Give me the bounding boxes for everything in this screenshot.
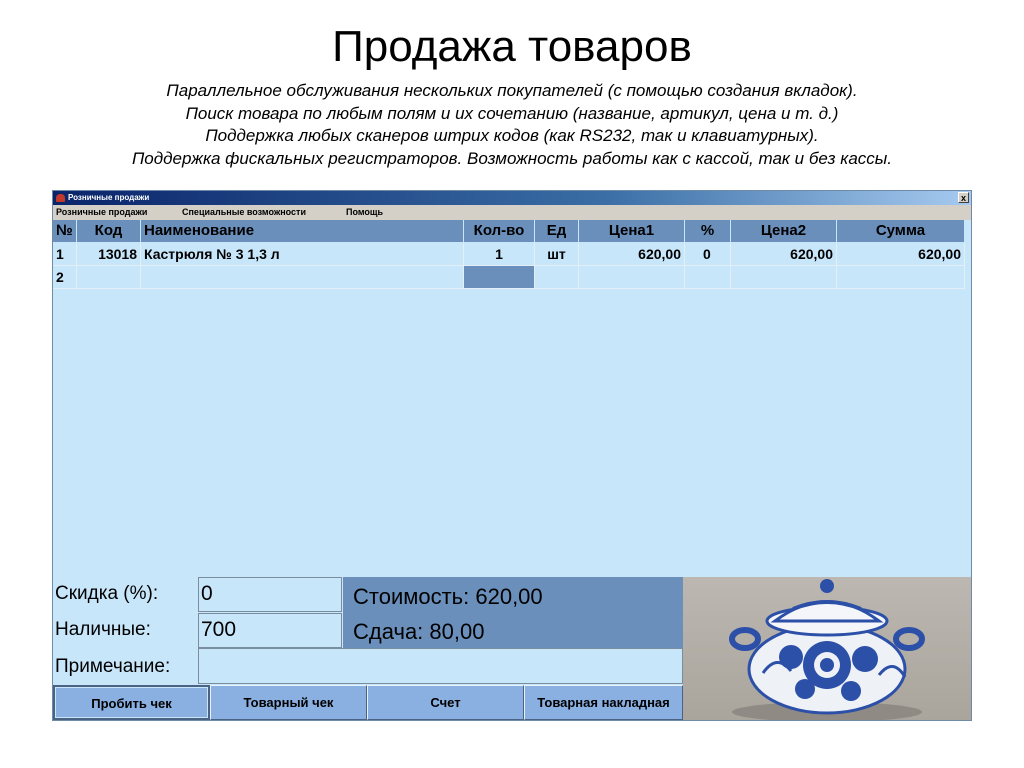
cell-price2: 620,00 [731, 243, 837, 266]
column-header-price2[interactable]: Цена2 [731, 220, 837, 243]
menu-retail-sales[interactable]: Розничные продажи [56, 207, 148, 217]
column-header-unit[interactable]: Ед [535, 220, 579, 243]
sales-receipt-button[interactable]: Товарный чек [210, 685, 367, 720]
column-header-code[interactable]: Код [77, 220, 141, 243]
cash-input[interactable]: 700 [198, 613, 342, 648]
subtitle-line: Поддержка любых сканеров штрих кодов (как RS232, так и клавиатурных). [205, 126, 819, 145]
cell-quantity-selected[interactable] [464, 266, 535, 289]
invoice-button[interactable]: Счет [367, 685, 524, 720]
cell-code: 13018 [77, 243, 141, 266]
discount-input[interactable]: 0 [198, 577, 342, 612]
cell-percent[interactable] [685, 266, 731, 289]
note-input[interactable] [198, 648, 683, 684]
cash-label: Наличные: [55, 619, 151, 640]
cell-name: Кастрюля № 3 1,3 л [141, 243, 464, 266]
cell-price1: 620,00 [579, 243, 685, 266]
summary-panel [53, 577, 683, 685]
cell-quantity[interactable]: 1 [464, 243, 535, 266]
cell-unit [535, 266, 579, 289]
column-header-sum[interactable]: Сумма [837, 220, 965, 243]
menu-help[interactable]: Помощь [346, 207, 384, 217]
cell-number: 2 [53, 266, 77, 289]
cell-unit: шт [535, 243, 579, 266]
cell-price1 [579, 266, 685, 289]
app-window [52, 190, 972, 721]
items-grid [53, 220, 971, 577]
subtitle-line: Поддержка фискальных регистраторов. Возможность работы как с кассой, так и без кассы. [131, 148, 893, 168]
change-amount: Сдача: 80,00 [353, 619, 485, 644]
discount-label: Скидка (%): [55, 583, 159, 604]
column-header-number[interactable]: № [53, 220, 77, 243]
cell-percent[interactable]: 0 [685, 243, 731, 266]
column-header-price1[interactable]: Цена1 [579, 220, 685, 243]
window-title: Розничные продажи [68, 193, 150, 202]
cost-panel [343, 577, 683, 648]
cost-total: Стоимость: 620,00 [353, 584, 543, 609]
close-icon[interactable]: x [958, 192, 969, 203]
product-photo [683, 577, 971, 720]
column-header-quantity[interactable]: Кол-во [464, 220, 535, 243]
action-buttons [53, 685, 683, 720]
note-label: Примечание: [55, 656, 171, 677]
menu-special-features[interactable]: Специальные возможности [182, 207, 306, 217]
app-icon [56, 194, 65, 202]
porcelain-pot-icon [683, 577, 971, 720]
cell-price2 [731, 266, 837, 289]
menu-bar [53, 205, 971, 220]
cell-number: 1 [53, 243, 77, 266]
slide-title: Продажа товаров [332, 22, 692, 71]
column-header-percent[interactable]: % [685, 220, 731, 243]
subtitle-line: Поиск товара по любым полям и их сочетанию (название, артикул, цена и т. д.) [185, 103, 839, 123]
cell-name [141, 266, 464, 289]
cell-sum: 620,00 [837, 243, 965, 266]
column-header-name[interactable]: Наименование [141, 220, 464, 243]
cell-code [77, 266, 141, 289]
cell-sum [837, 266, 965, 289]
title-bar[interactable] [53, 191, 971, 205]
slide-subtitle [0, 80, 1024, 170]
subtitle-line: Параллельное обслуживания нескольких покупателей (с помощью создания вкладок). [166, 81, 858, 100]
print-receipt-button[interactable]: Пробить чек [53, 685, 210, 720]
waybill-button[interactable]: Товарная накладная [524, 685, 683, 720]
